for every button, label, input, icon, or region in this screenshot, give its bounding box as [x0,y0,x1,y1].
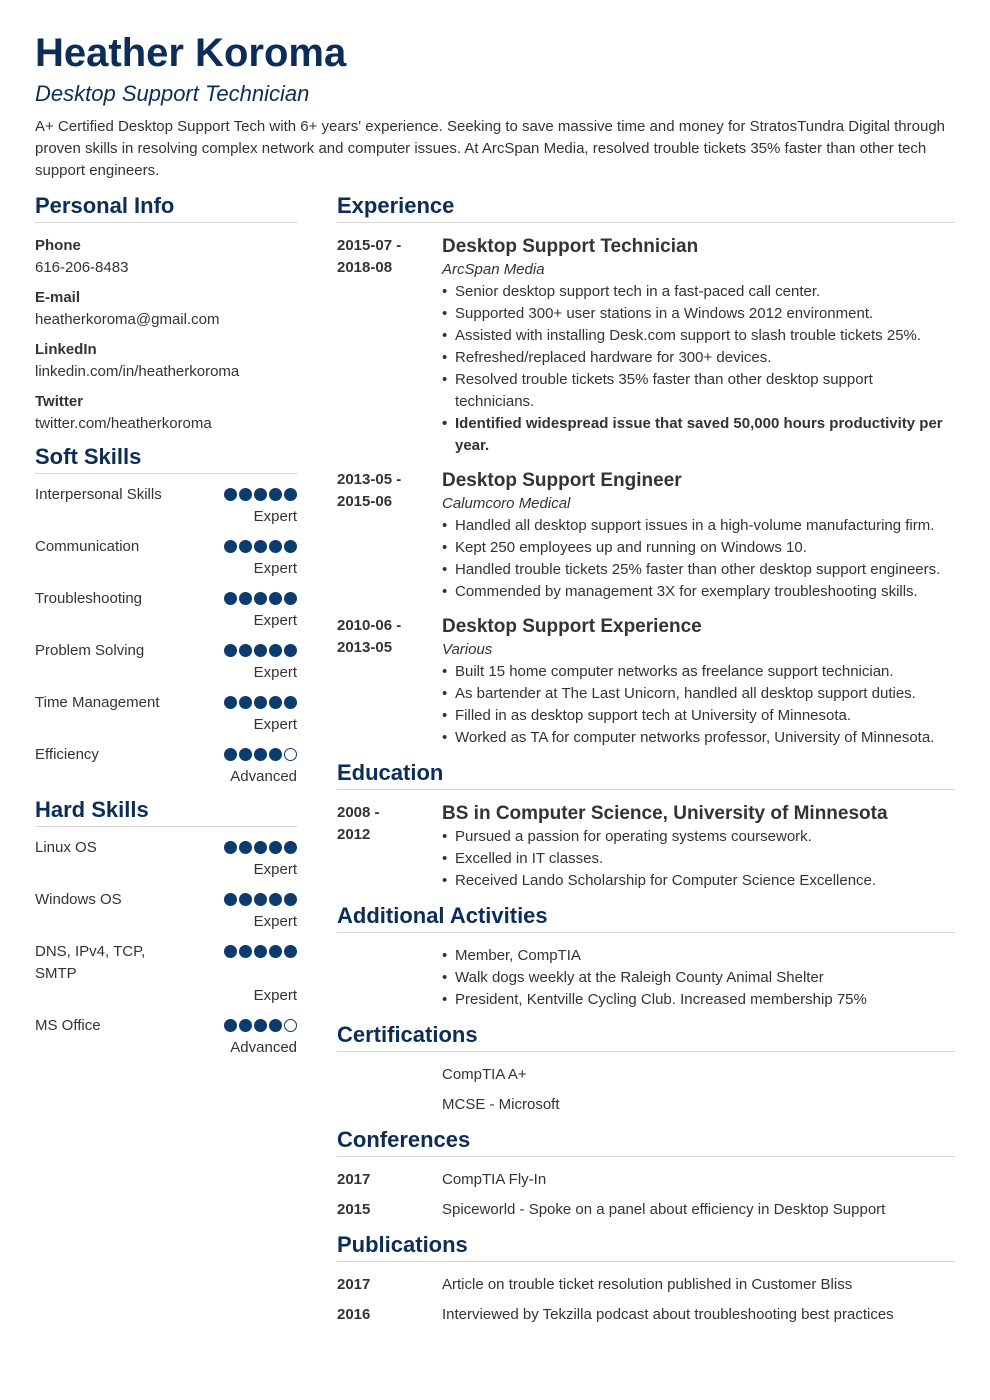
rating-dot-filled [254,841,267,854]
conference-year: 2017 [337,1171,371,1188]
rating-dot-filled [284,696,297,709]
bullet-item: • President, Kentville Cycling Club. Increased membership 75% [455,989,955,1011]
skill-row [35,1015,297,1037]
summary-text: A+ Certified Desktop Support Tech with 6+ years' experience. Seeking to save massive time and money for StratosTundra Digital through proven skills in resolving complex network and computer issues. At ArcSpan Media, resolved trouble tickets 35% faster than other tech support engineers. [35,118,945,179]
entry-body [442,469,955,603]
skill-item [35,837,297,881]
date-start: 2013-05 - [337,471,402,488]
publications-section [337,1231,955,1326]
certification-row [337,1064,955,1086]
bullet-item: • Kept 250 employees up and running on Windows 10. [455,537,955,559]
right-column [337,192,955,1326]
skill-level: Expert [253,612,297,629]
rating-dot-filled [239,540,252,553]
bullet-item: • Senior desktop support tech in a fast-paced call center. [455,281,955,303]
skill-level: Expert [253,508,297,525]
bullet-list [442,945,955,1011]
skill-rating [224,1015,297,1032]
skill-name: Efficiency [35,746,99,763]
experience-heading: Experience [337,192,955,223]
degree-title: BS in Computer Science, University of Minnesota [442,803,888,824]
skill-row [35,941,297,985]
publications-heading: Publications [337,1231,955,1262]
skill-item [35,744,297,788]
rating-dot-filled [254,893,267,906]
skill-item [35,941,297,1007]
rating-dot-filled [269,696,282,709]
skill-level: Expert [253,716,297,733]
rating-dot-filled [254,696,267,709]
bullet-item: • Pursued a passion for operating systems coursework. [455,826,955,848]
date-start: 2008 - [337,804,380,821]
skill-row [35,837,297,859]
skill-name: DNS, IPv4, TCP, SMTP [35,943,146,982]
rating-dot-filled [269,945,282,958]
skill-name: Windows OS [35,891,122,908]
skill-name: Problem Solving [35,642,145,659]
bullet-list [442,826,955,892]
linkedin-value: linkedin.com/in/heatherkoroma [35,363,240,380]
rating-dot-filled [254,1019,267,1032]
conference-text: CompTIA Fly-In [442,1171,547,1188]
soft-skills-heading: Soft Skills [35,443,297,474]
bullet-item: • Handled trouble tickets 25% faster than other desktop support engineers. [455,559,955,581]
row-spacer [337,1064,442,1086]
skill-rating [224,588,297,605]
rating-dot-filled [269,893,282,906]
skill-row [35,692,297,714]
bullet-list [442,281,955,457]
skill-item [35,588,297,632]
publication-row [337,1274,955,1296]
bullet-item: • Member, CompTIA [455,945,955,967]
skill-name: Communication [35,538,140,555]
bullet-item: • Walk dogs weekly at the Raleigh County Animal Shelter [455,967,955,989]
left-column [35,192,297,1067]
candidate-name: Heather Koroma [35,31,347,75]
info-email [35,287,297,331]
experience-entry [337,469,955,603]
rating-dot-empty [284,1019,297,1032]
rating-dot-filled [269,644,282,657]
bullet-item: • Filled in as desktop support tech at University of Minnesota. [455,705,955,727]
email-value: heatherkoroma@gmail.com [35,311,220,328]
info-twitter [35,391,297,435]
job-title: Desktop Support Experience [442,616,702,637]
skill-rating [224,536,297,553]
skill-level: Expert [253,560,297,577]
certification-name: CompTIA A+ [442,1066,527,1083]
bullet-list [442,661,955,749]
rating-dot-filled [284,841,297,854]
entry-body [442,235,955,457]
rating-dot-filled [254,592,267,605]
info-phone [35,235,297,279]
publication-year: 2017 [337,1276,371,1293]
row-spacer [337,1094,442,1116]
rating-dot-filled [269,592,282,605]
skill-rating [224,744,297,761]
company-name: Calumcoro Medical [442,495,571,512]
certification-row [337,1094,955,1116]
bullet-item: • Assisted with installing Desk.com support to slash trouble tickets 25%. [455,325,955,347]
bullet-item: • Commended by management 3X for exemplary troubleshooting skills. [455,581,955,603]
rating-dot-filled [224,945,237,958]
rating-dot-filled [284,592,297,605]
activities-section [337,902,955,1011]
rating-dot-filled [239,488,252,501]
rating-dot-filled [269,488,282,501]
date-end: 2012 [337,826,371,843]
skill-item [35,640,297,684]
rating-dot-filled [239,1019,252,1032]
resume-header [35,30,955,182]
entry-date-empty [337,945,442,1011]
date-end: 2013-05 [337,639,393,656]
skill-level: Expert [253,987,297,1004]
rating-dot-filled [284,540,297,553]
conference-row [337,1199,955,1221]
rating-dot-filled [224,841,237,854]
education-section [337,759,955,892]
bullet-item: • Excelled in IT classes. [455,848,955,870]
rating-dot-filled [284,893,297,906]
skill-rating [224,941,297,958]
conferences-heading: Conferences [337,1126,955,1157]
info-label: E-mail [35,289,81,306]
rating-dot-filled [254,644,267,657]
rating-dot-filled [284,945,297,958]
skill-level: Advanced [230,1039,297,1056]
publication-text: Interviewed by Tekzilla podcast about troubleshooting best practices [442,1306,894,1323]
activities-heading: Additional Activities [337,902,955,933]
experience-entry [337,615,955,749]
skill-row [35,889,297,911]
bullet-item: • Handled all desktop support issues in a high-volume manufacturing firm. [455,515,955,537]
entry-date [337,235,442,457]
rating-dot-filled [254,488,267,501]
rating-dot-filled [224,540,237,553]
certification-name: MCSE - Microsoft [442,1096,560,1113]
date-start: 2010-06 - [337,617,402,634]
rating-dot-filled [239,841,252,854]
skill-name: Interpersonal Skills [35,486,162,503]
info-label: LinkedIn [35,341,97,358]
skill-row [35,640,297,662]
rating-dot-filled [254,540,267,553]
rating-dot-filled [254,945,267,958]
conference-year: 2015 [337,1201,371,1218]
rating-dot-filled [224,748,237,761]
conferences-section [337,1126,955,1221]
hard-skills-heading: Hard Skills [35,796,297,827]
certifications-section [337,1021,955,1116]
skill-name: Linux OS [35,839,97,856]
education-entry [337,802,955,892]
education-heading: Education [337,759,955,790]
skill-name: Time Management [35,694,160,711]
entry-date [337,615,442,749]
rating-dot-filled [239,893,252,906]
rating-dot-filled [224,696,237,709]
hard-skills-list [35,837,297,1059]
phone-value: 616-206-8483 [35,259,129,276]
rating-dot-filled [269,748,282,761]
company-name: ArcSpan Media [442,261,545,278]
skill-name: Troubleshooting [35,590,143,607]
bullet-item: • Resolved trouble tickets 35% faster than other desktop support technicians. [455,369,955,413]
skill-item [35,536,297,580]
rating-dot-filled [239,696,252,709]
rating-dot-filled [239,644,252,657]
conference-row [337,1169,955,1191]
rating-dot-filled [239,592,252,605]
skill-rating [224,889,297,906]
bullet-item: • Received Lando Scholarship for Computer Science Excellence. [455,870,955,892]
entry-date [337,469,442,603]
bullet-list [442,515,955,603]
skill-name: MS Office [35,1017,101,1034]
entry-date [337,802,442,892]
rating-dot-filled [254,748,267,761]
skill-row [35,744,297,766]
date-end: 2018-08 [337,259,393,276]
skill-row [35,588,297,610]
publication-text: Article on trouble ticket resolution published in Customer Bliss [442,1276,853,1293]
personal-info-heading: Personal Info [35,192,297,223]
info-label: Phone [35,237,81,254]
bullet-item-highlight: • Identified widespread issue that saved 50,000 hours productivity per year. [455,413,955,457]
bullet-item: • Refreshed/replaced hardware for 300+ devices. [455,347,955,369]
date-start: 2015-07 - [337,237,402,254]
rating-dot-filled [269,841,282,854]
rating-dot-empty [284,748,297,761]
skill-item [35,889,297,933]
info-linkedin [35,339,297,383]
bullet-item: • Supported 300+ user stations in a Windows 2012 environment. [455,303,955,325]
rating-dot-filled [224,644,237,657]
skill-rating [224,640,297,657]
skill-rating [224,484,297,501]
job-title: Desktop Support Technician [442,236,699,257]
conference-text: Spiceworld - Spoke on a panel about efficiency in Desktop Support [442,1201,886,1218]
entry-body [442,615,955,749]
publication-year: 2016 [337,1306,371,1323]
company-name: Various [442,641,493,658]
certifications-heading: Certifications [337,1021,955,1052]
skill-row [35,484,297,506]
soft-skills-list [35,484,297,788]
skill-rating [224,837,297,854]
bullet-item: • Worked as TA for computer networks professor, University of Minnesota. [455,727,955,749]
skill-rating [224,692,297,709]
skill-level: Expert [253,861,297,878]
date-end: 2015-06 [337,493,393,510]
job-title: Desktop Support Engineer [442,470,682,491]
candidate-title: Desktop Support Technician [35,81,310,106]
skill-level: Expert [253,664,297,681]
rating-dot-filled [284,488,297,501]
rating-dot-filled [224,592,237,605]
bullet-item: • As bartender at The Last Unicorn, handled all desktop support duties. [455,683,955,705]
skill-row [35,536,297,558]
skill-level: Expert [253,913,297,930]
skill-item [35,1015,297,1059]
rating-dot-filled [224,1019,237,1032]
rating-dot-filled [284,644,297,657]
skill-item [35,692,297,736]
rating-dot-filled [269,1019,282,1032]
publication-row [337,1304,955,1326]
skill-item [35,484,297,528]
entry-body [442,802,955,892]
rating-dot-filled [224,893,237,906]
twitter-value: twitter.com/heatherkoroma [35,415,212,432]
rating-dot-filled [269,540,282,553]
rating-dot-filled [239,748,252,761]
experience-entry [337,235,955,457]
bullet-item: • Built 15 home computer networks as freelance support technician. [455,661,955,683]
rating-dot-filled [224,488,237,501]
activities-entry [337,945,955,1011]
entry-body [442,945,955,1011]
skill-level: Advanced [230,768,297,785]
personal-info-list [35,235,297,435]
rating-dot-filled [239,945,252,958]
info-label: Twitter [35,393,84,410]
